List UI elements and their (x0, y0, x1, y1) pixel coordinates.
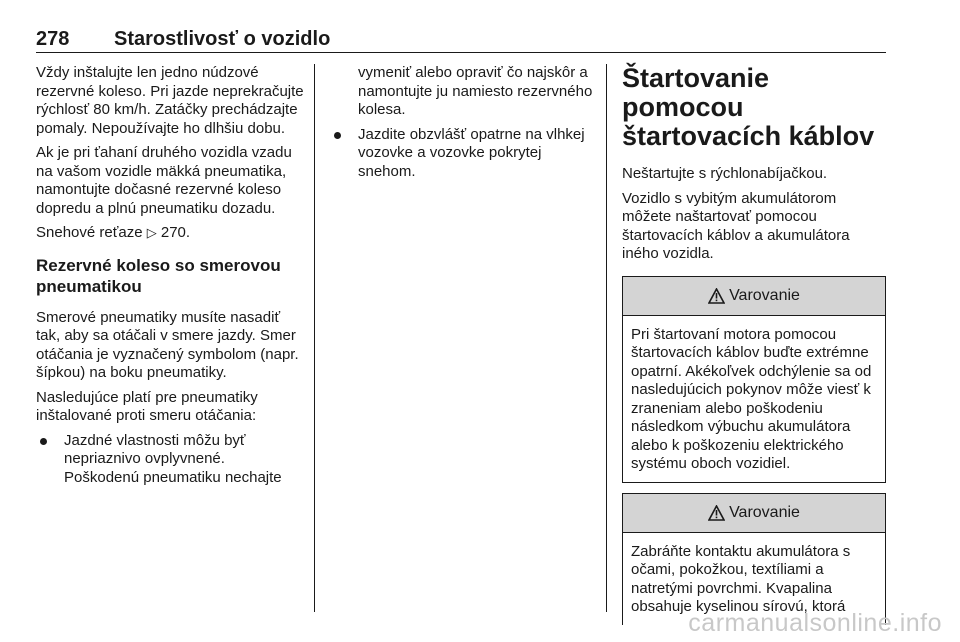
reference-page: 270. (160, 224, 191, 241)
warning-triangle-icon (708, 288, 725, 304)
column-divider (606, 64, 607, 612)
page-reference-arrow-icon: ▷ (146, 225, 157, 240)
warning-text: Pri štartovaní motora pomocou štartovacích káblov buďte extrémne opatrní. Akékoľvek odchýlenie sa od nasledujúcich pokynov môže viesť k zraneniam alebo poškodeniu následkom výbuchu akumulátora alebo k poškozeniu elektrického systému oboch vozidiel. (631, 325, 872, 472)
page-number: 278 (36, 28, 70, 50)
list-item-text: vymeniť alebo opraviť čo najskôr a namontujte ju namiesto rezervného kolesa. (358, 64, 593, 118)
bullet-icon (40, 438, 47, 445)
section-title: Štartovanie pomocou štartovacích káblov (622, 63, 875, 151)
list-item (330, 126, 594, 182)
warning-label: Varovanie (729, 503, 800, 521)
list-item-text: Jazdite obzvlášť opatrne na vlhkej vozovke a vozovke pokrytej snehom. (358, 125, 585, 180)
watermark: carmanualsonline.info (688, 609, 942, 637)
cross-reference[interactable] (36, 224, 304, 243)
paragraph: Vozidlo s vybitým akumulátorom môžete naštartovať pomocou štartovacích káblov a akumulátora iného vozidla. (622, 189, 850, 262)
warning-body (623, 316, 885, 482)
column-right (622, 64, 886, 625)
section-heading: Rezervné koleso so smerovou pneumatikou (36, 255, 281, 296)
chapter-title: Starostlivosť o vozidlo (114, 28, 331, 50)
page-header (36, 26, 886, 53)
warning-header (623, 494, 885, 533)
column-left (36, 64, 304, 493)
paragraph: Ak je pri ťahaní druhého vozidla vzadu na vašom vozidle mäkká pneumatika, namontujte dočasné rezervné koleso dopredu a plnú pneumatiku dozadu. (36, 144, 292, 217)
warning-box (622, 276, 886, 483)
reference-text: Snehové reťaze (36, 224, 143, 241)
column-middle (330, 64, 594, 187)
warning-header (623, 277, 885, 316)
paragraph: Smerové pneumatiky musíte nasadiť tak, aby sa otáčali v smere jazdy. Smer otáčania je vyznačený symbolom (napr. šípkou) na boku pneumatiky. (36, 308, 299, 381)
bullet-list (330, 64, 594, 181)
column-divider (314, 64, 315, 612)
paragraph: Neštartujte s rýchlonabíjačkou. (622, 165, 828, 182)
bullet-list (36, 432, 304, 488)
warning-box (622, 493, 886, 625)
warning-text: Zabráňte kontaktu akumulátora s očami, pokožkou, textíliami a natretými povrchmi. Kvapalina obsahuje kyselinou sírovú, ktorá (631, 542, 851, 615)
list-item-text: Jazdné vlastnosti môžu byť nepriaznivo ovplyvnené. Poškodenú pneumatiku nechajte (64, 431, 282, 486)
warning-triangle-icon (708, 505, 725, 521)
list-item-continued (330, 64, 594, 120)
list-item (36, 432, 304, 488)
bullet-icon (334, 132, 341, 139)
paragraph: Nasledujúce platí pre pneumatiky inštalované proti smeru otáčania: (36, 388, 258, 424)
warning-label: Varovanie (729, 286, 800, 304)
paragraph: Vždy inštalujte len jedno núdzové rezervné koleso. Pri jazde neprekračujte rýchlosť 80 km/h. Zatáčky prechádzajte pomaly. Nepoužívajte ho dlhšiu dobu. (36, 64, 304, 137)
